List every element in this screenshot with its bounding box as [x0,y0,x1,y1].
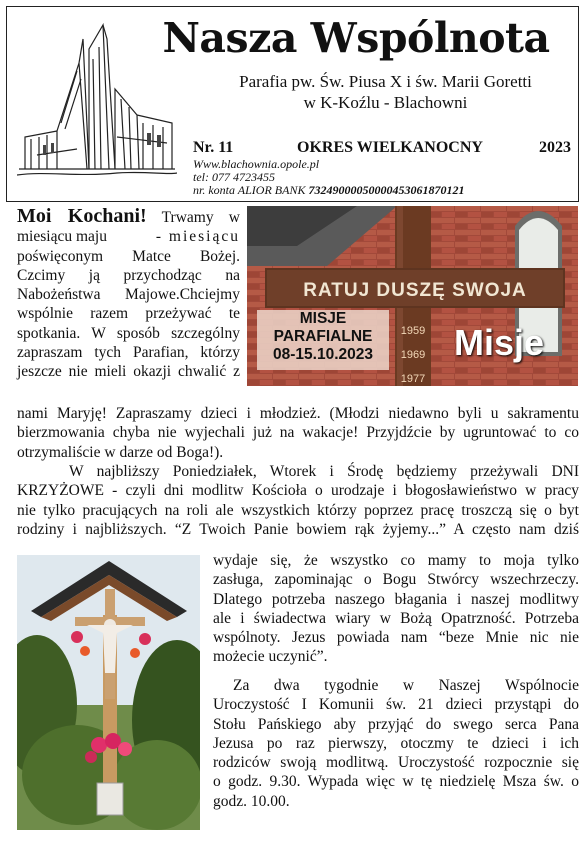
text-line: Stołu Pańskiego aby przyjąć do swego serca Pana [213,715,579,733]
text-line: nami Maryję! Zapraszamy dzieci i młodzież. (Młodzi niedawno byli u sakramentu [17,405,579,422]
missions-dates: 08-15.10.2023 [273,346,373,363]
bank-account-label: nr. konta ALIOR BANK [193,183,306,197]
text-line: Jezusa po raz pierwszy, otoczmy te dzieci i ich [213,734,579,752]
parish-info [193,71,578,113]
roadside-shrine-photo [17,555,200,830]
text-span: - miesiącu [155,228,240,246]
plaque-year-1: 1959 [400,325,426,337]
plaque-year-3: 1977 [400,373,426,385]
text-line: o godz. 9.30. Wypada więc w tę niedzielę Msza św. o [213,773,579,791]
issue-number: Nr. 11 [193,139,234,156]
parish-missions-label: PARAFIALNE [273,328,373,345]
text-line: bierzmowania chyba nie wyjechali już na wakacje! Przyjdźcie by ugruntować to co [17,424,579,442]
text-line [17,207,240,227]
text-line: wspólnoty. Jezus powiada nam “beze Mnie nic nie [213,629,579,647]
text-line: poświęconym Matce Bożej. [17,247,240,265]
greeting-heading: Moi Kochani! [17,205,147,227]
text-line: zasługa, zapominając o Bogu Stwórcy wszechrzeczy. [213,571,579,589]
newsletter-title: Nasza Wspólnota [162,14,550,62]
bank-account [193,184,464,197]
missions-label: MISJE [299,310,347,327]
shrine-photo-image [17,555,200,830]
missions-overlay-word: Misje [454,322,545,363]
cross-sign-text: RATUJ DUSZĘ SWOJA [303,280,527,301]
website-link[interactable]: Www.blachownia.opole.pl [193,157,320,171]
text-line: KRZYŻOWE - czyli dni modlitw Kościoła o urodzaje i błogosławieństwo w pracy [17,482,579,500]
parish-location: w K-Koźlu - Blachowni [303,93,468,112]
text-line: Uroczystość I Komunii św. 21 dzieci przystąpi do [213,696,579,714]
article-paragraph-2-continued [213,551,579,667]
article-paragraph-2 [17,462,579,539]
text-line: Czcimy ją przychodząc na [17,266,240,284]
text-line: Za dwa tygodnie w Naszej Wspólnocie [233,677,579,694]
bank-account-number: 73249000050000453061870121 [308,183,465,197]
missions-announcement [259,310,387,364]
plaque-year-2: 1969 [400,349,426,361]
text-line: wspólnie razem przeżywać te [17,305,240,323]
text-line: zapraszam tych Parafian, którzy [17,344,240,362]
text-span: miesiącu maju [17,228,107,246]
text-line: wydaje się, że wszystko co mamy to moja tylko [213,552,579,569]
text-line: Nabożeństwa Majowe.Chciejmy [17,286,240,304]
text-line: otrzymaliście w darze od Boga!). [17,443,224,461]
article-paragraph-3 [213,676,579,811]
article-paragraph-1-continued [17,404,579,462]
contact-info [193,158,464,197]
text-line: rodziców swoją modlitwą. Uroczystość rozpocznie się [213,754,579,772]
text-line: W najbliższy Poniedziałek, Wtorek i Środę będziemy przeżywali DNI [69,463,579,480]
parish-name: Parafia pw. Św. Piusa X i św. Marii Goretti [239,72,532,91]
text-line: godz. 10.00. [213,792,290,810]
text-line: ale i świadectwa wiary w Bożą Opatrzność. Potrzeba [213,609,579,627]
masthead [6,6,579,202]
phone-number: tel: 077 4723455 [193,170,275,184]
text-line: możecie uczynić”. [213,648,328,666]
text-line: jeszcze nie mieli okazji chwalić z [17,363,240,381]
article-paragraph-1 [17,207,240,382]
text-line: nie tylko pracujących na roli ale wszystkich którzy poprzez pracę troszczą się o byt [17,501,579,519]
liturgical-season: OKRES WIELKANOCNY [297,139,483,156]
text-span: Trwamy w [161,209,240,226]
text-line: rodziny i najbliższych. “Z Twoich Panie bowiem rąk żyjemy...” A często nam dziś [17,520,579,538]
missions-cross-photo [247,206,578,386]
text-line: Dlatego potrzeba naszego błagania i naszej modlitwy [213,590,579,608]
text-line: spotkania. W sposób szczególny [17,324,240,342]
text-line [17,227,240,246]
issue-year: 2023 [539,139,571,156]
